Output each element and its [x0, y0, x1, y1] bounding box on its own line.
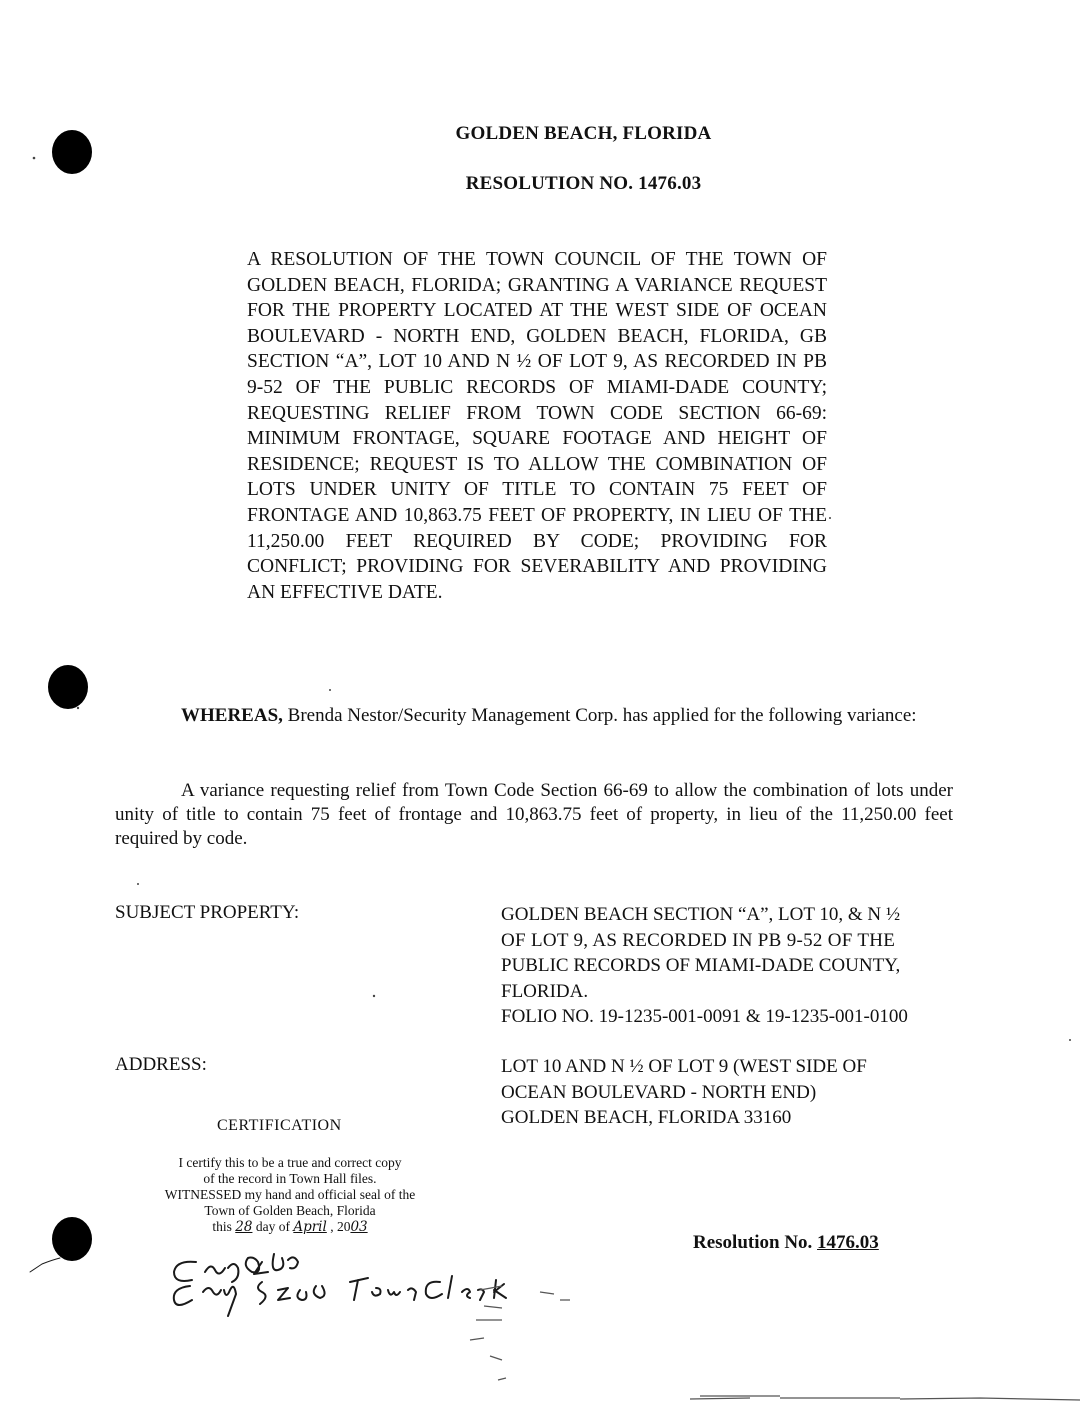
date-month: April	[293, 1219, 327, 1235]
footer-resolution-value: 1476.03	[817, 1232, 879, 1253]
subject-property-line: GOLDEN BEACH SECTION “A”, LOT 10, & N ½	[501, 904, 901, 925]
whereas-lead: WHEREAS,	[181, 705, 283, 726]
address-line: GOLDEN BEACH, FLORIDA 33160	[501, 1107, 792, 1128]
date-day: 28	[235, 1219, 253, 1235]
subject-property-line: FLORIDA.	[501, 980, 589, 1002]
variance-paragraph: A variance requesting relief from Town Code Section 66-69 to allow the combination of lots under unity of title to contain 75 feet of frontage and 10,863.75 feet of property, in lieu of the 11,250.00 feet required by code.	[115, 780, 953, 849]
footer-resolution-label: Resolution No.	[693, 1232, 813, 1253]
certification-line: of the record in Town Hall files.	[203, 1171, 377, 1186]
date-prefix: this	[212, 1219, 232, 1234]
subject-property-label: SUBJECT PROPERTY:	[115, 902, 300, 923]
resolution-heading: RESOLUTION NO. 1476.03	[465, 173, 702, 194]
address-line: LOT 10 AND N ½ OF LOT 9 (WEST SIDE OF	[501, 1056, 867, 1077]
certification-line: WITNESSED my hand and official seal of the	[164, 1187, 416, 1202]
date-mid: day of	[255, 1219, 290, 1234]
whereas-text: Brenda Nestor/Security Management Corp. has applied for the following variance:	[282, 705, 917, 726]
city-heading: GOLDEN BEACH, FLORIDA	[455, 123, 712, 144]
address-label: ADDRESS:	[115, 1054, 207, 1075]
address-line: OCEAN BOULEVARD - NORTH END)	[501, 1081, 817, 1103]
subject-property-line: PUBLIC RECORDS OF MIAMI-DADE COUNTY,	[501, 955, 901, 976]
date-year: 03	[350, 1219, 368, 1235]
certification-line: I certify this to be a true and correct copy	[178, 1155, 402, 1170]
folio-number: FOLIO NO. 19-1235-001-0091 & 19-1235-001-0100	[501, 1006, 908, 1027]
resolution-abstract: A RESOLUTION OF THE TOWN COUNCIL OF THE TOWN OF GOLDEN BEACH, FLORIDA; GRANTING A VARIANCE REQUEST FOR THE PROPERTY LOCATED AT THE WEST SIDE OF OCEAN BOULEVARD - NORTH END, GOLDEN BEACH, FLORIDA, GB SECTION “A”, LOT 10 AND N ½ OF LOT 9, AS RECORDED IN PB 9-52 OF THE PUBLIC RECORDS OF MIAMI-DADE COUNTY; REQUESTING RELIEF FROM TOWN CODE SECTION 66-69: MINIMUM FRONTAGE, SQUARE FOOTAGE AND HEIGHT OF RESIDENCE; REQUEST IS TO ALLOW THE COMBINATION OF LOTS UNDER UNITY OF TITLE TO CONTAIN 75 FEET OF FRONTAGE AND 10,863.75 FEET OF PROPERTY, IN LIEU OF THE 11,250.00 FEET REQUIRED BY CODE; PROVIDING FOR CONFLICT; PROVIDING FOR SEVERABILITY AND PROVIDING AN EFFECTIVE DATE.	[247, 249, 827, 603]
date-year-prefix: , 20	[330, 1219, 351, 1234]
certification-line: Town of Golden Beach, Florida	[204, 1203, 376, 1218]
certification-title: CERTIFICATION	[217, 1117, 342, 1134]
footer-resolution-number	[693, 1232, 879, 1254]
subject-property-line: OF LOT 9, AS RECORDED IN PB 9-52 OF THE	[501, 929, 896, 951]
